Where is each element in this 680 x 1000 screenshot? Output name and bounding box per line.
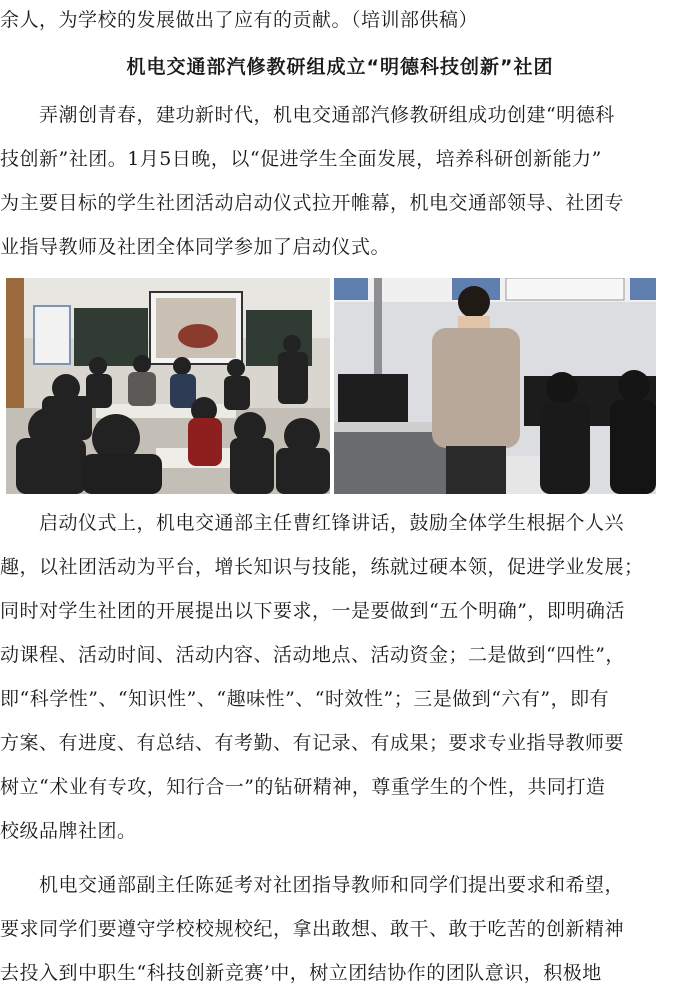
- paragraph-line: 方案、有进度、有总结、有考勤、有记录、有成果；要求专业指导教师要: [0, 732, 625, 754]
- paragraph-line: 弄潮创青春，建功新时代，机电交通部汽修教研组成功创建“明德科: [0, 104, 615, 126]
- paragraph-line: 启动仪式上，机电交通部主任曹红锋讲话，鼓励全体学生根据个人兴: [0, 512, 625, 534]
- paragraph-line: 树立“术业有专攻，知行合一”的钻研精神，尊重学生的个性，共同打造: [0, 776, 606, 798]
- student-speaking-photo: [334, 278, 656, 494]
- paragraph-line: 即“科学性”、“知识性”、“趣味性”、“时效性”；三是做到“六有”，即有: [0, 688, 610, 710]
- paragraph-line: 要求同学们要遵守学校校规校纪，拿出敢想、敢干、敢于吃苦的创新精神: [0, 918, 625, 940]
- paragraph-line: 为主要目标的学生社团活动启动仪式拉开帷幕，机电交通部领导、社团专: [0, 192, 625, 214]
- paragraph-line: 同时对学生社团的开展提出以下要求，一是要做到“五个明确”，即明确活: [0, 600, 625, 622]
- paragraph-line: 业指导教师及社团全体同学参加了启动仪式。: [0, 236, 391, 258]
- article-title: 机电交通部汽修教研组成立“明德科技创新”社团: [126, 56, 554, 78]
- lead-line: 余人，为学校的发展做出了应有的贡献。（培训部供稿）: [0, 9, 479, 31]
- ceremony-audience-photo: [6, 278, 330, 494]
- paragraph-line: 动课程、活动时间、活动内容、活动地点、活动资金；二是做到“四性”，: [0, 644, 625, 666]
- paragraph-line: 去投入到中职生“科技创新竞赛’中，树立团结协作的团队意识，积极地: [0, 962, 602, 984]
- paragraph-line: 机电交通部副主任陈延考对社团指导教师和同学们提出要求和希望，: [0, 874, 625, 896]
- paragraph-line: 趣，以社团活动为平台，增长知识与技能，练就过硬本领，促进学业发展；: [0, 556, 644, 578]
- paragraph-line: 技创新”社团。1月5日晚，以“促进学生全面发展，培养科研创新能力”: [0, 148, 602, 170]
- paragraph-line: 校级品牌社团。: [0, 820, 137, 842]
